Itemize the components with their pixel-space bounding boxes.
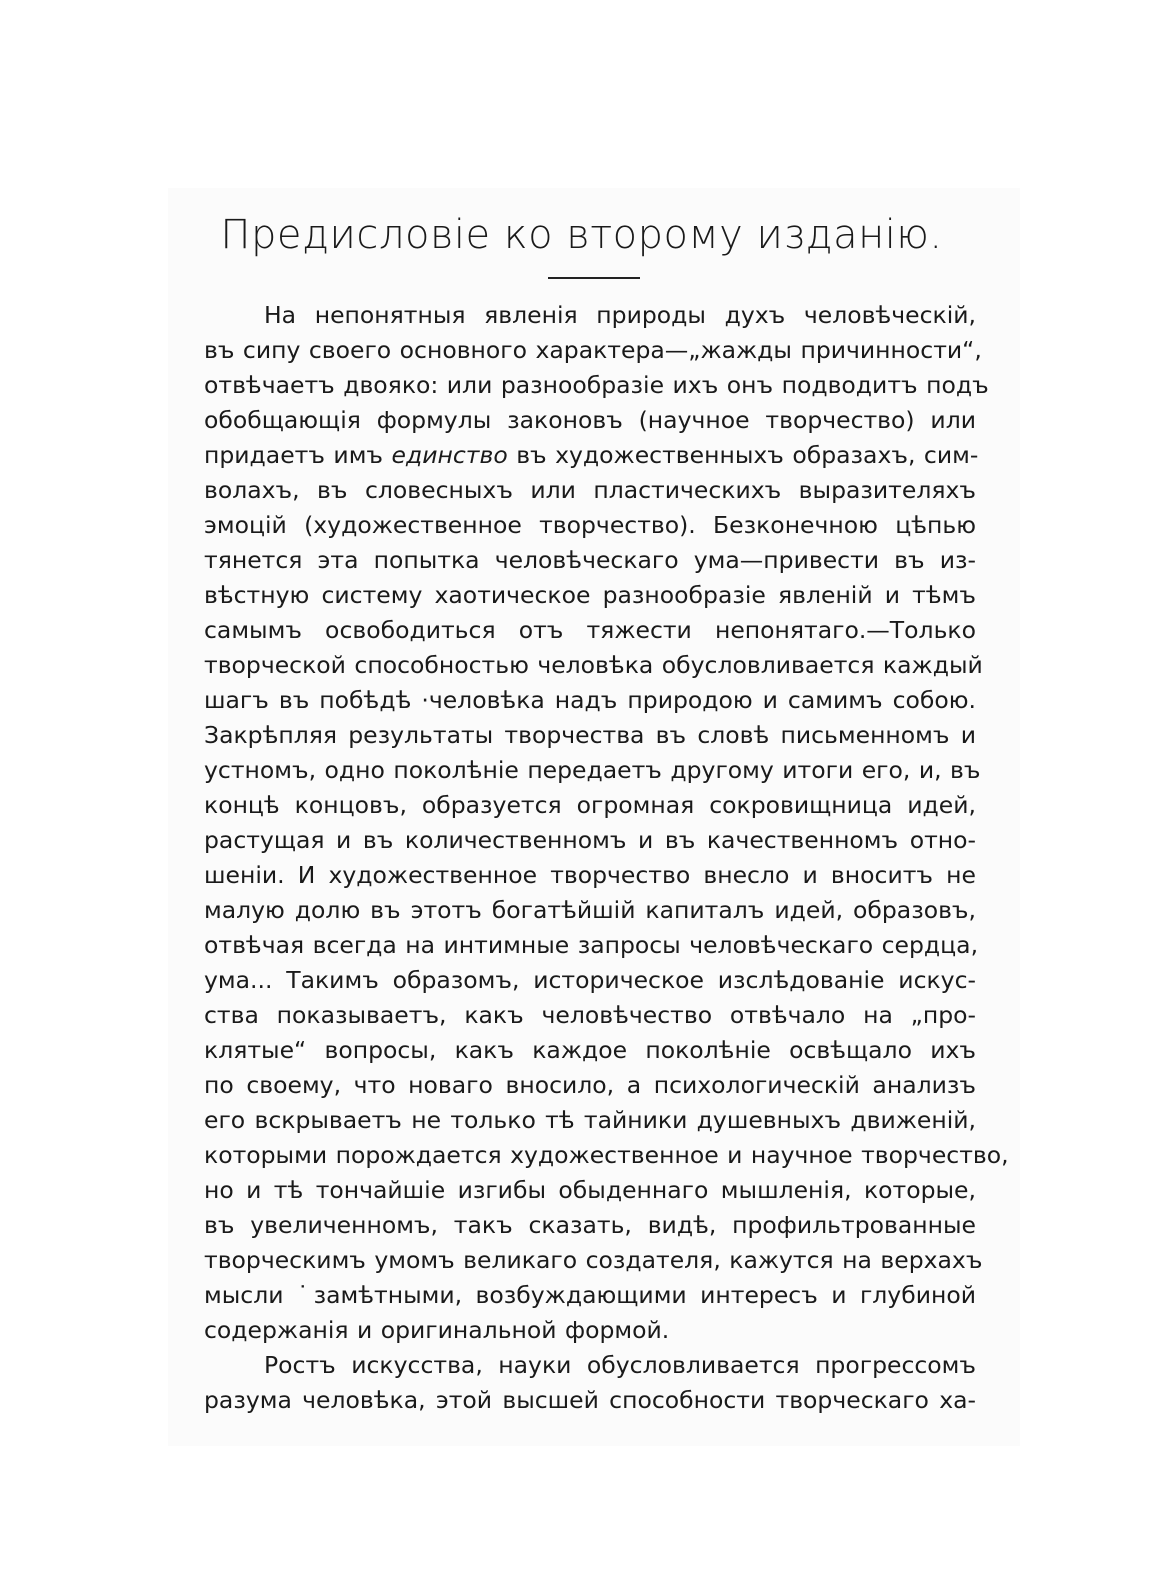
- italic-emphasis: единство: [391, 441, 508, 469]
- text-line: концѣ концовъ, образуется огромная сокровищница идей,: [204, 791, 976, 819]
- text-line: но и тѣ тончайшіе изгибы обыденнаго мышленія, которые,: [204, 1176, 976, 1204]
- text-line: Ростъ искусства, науки обусловливается прогрессомъ: [264, 1351, 976, 1379]
- text-fragment: въ художественныхъ образахъ, сим-: [516, 441, 979, 469]
- text-line: ства показываетъ, какъ человѣчество отвѣчало на „про-: [204, 1001, 976, 1029]
- text-line: обобщающія формулы законовъ (научное творчество) или: [204, 406, 976, 434]
- text-line: отвѣчая всегда на интимные запросы человѣческаго сердца,: [204, 931, 979, 959]
- text-line: вѣстную систему хаотическое разнообразіе явленій и тѣмъ: [204, 581, 976, 609]
- text-line: его вскрываетъ не только тѣ тайники душевныхъ движеній,: [204, 1106, 976, 1134]
- title-underline-rule: [548, 277, 640, 279]
- text-line: клятые“ вопросы, какъ каждое поколѣніе освѣщало ихъ: [204, 1036, 976, 1064]
- text-line: растущая и въ количественномъ и въ качественномъ отно-: [204, 826, 976, 854]
- text-fragment: придаетъ имъ: [204, 441, 384, 469]
- text-line: шеніи. И художественное творчество внесло и вноситъ не: [204, 861, 976, 889]
- text-line: волахъ, въ словесныхъ или пластическихъ выразителяхъ: [204, 476, 976, 504]
- text-line: въ увеличенномъ, такъ сказать, видѣ, профильтрованные: [204, 1211, 976, 1239]
- text-line: которыми порождается художественное и научное творчество,: [204, 1141, 1009, 1169]
- text-line: отвѣчаетъ двояко: или разнообразіе ихъ онъ подводитъ подъ: [204, 371, 989, 399]
- text-line: творческой способностью человѣка обусловливается каждый: [204, 651, 983, 679]
- text-line: устномъ, одно поколѣніе передаетъ другому итоги его, и, въ: [204, 756, 981, 784]
- page-title: Предисловіе ко второму изданію.: [220, 212, 943, 258]
- text-line: самымъ освободиться отъ тяжести непонятаго.—Только: [204, 616, 976, 644]
- text-line: творческимъ умомъ великаго создателя, кажутся на верхахъ: [204, 1246, 983, 1274]
- text-line: разума человѣка, этой высшей способности творческаго ха-: [204, 1386, 976, 1414]
- text-line: мысли ˙замѣтными, возбуждающими интересъ и глубиной: [204, 1281, 976, 1309]
- text-line: въ сипу своего основного характера—„жажды причинности“,: [204, 336, 982, 364]
- text-line: по своему, что новаго вносило, а психологическій анализъ: [204, 1071, 976, 1099]
- text-line: тянется эта попытка человѣческаго ума—привести въ из-: [204, 546, 976, 574]
- text-line: шагъ въ побѣдѣ ·человѣка надъ природою и самимъ собою.: [204, 686, 976, 714]
- text-line: ума... Такимъ образомъ, историческое изслѣдованіе искус-: [204, 966, 976, 994]
- body-text: [204, 298, 1009, 1418]
- text-line: Закрѣпляя результаты творчества въ словѣ письменномъ и: [204, 721, 976, 749]
- text-line: На непонятныя явленія природы духъ человѣческій,: [264, 301, 976, 329]
- text-line: содержанія и оригинальной формой.: [204, 1316, 670, 1344]
- text-line: малую долю въ этотъ богатѣйшій капиталъ идей, образовъ,: [204, 896, 976, 924]
- text-line: [204, 438, 979, 473]
- text-line: эмоцій (художественное творчество). Безконечною цѣпью: [204, 511, 976, 539]
